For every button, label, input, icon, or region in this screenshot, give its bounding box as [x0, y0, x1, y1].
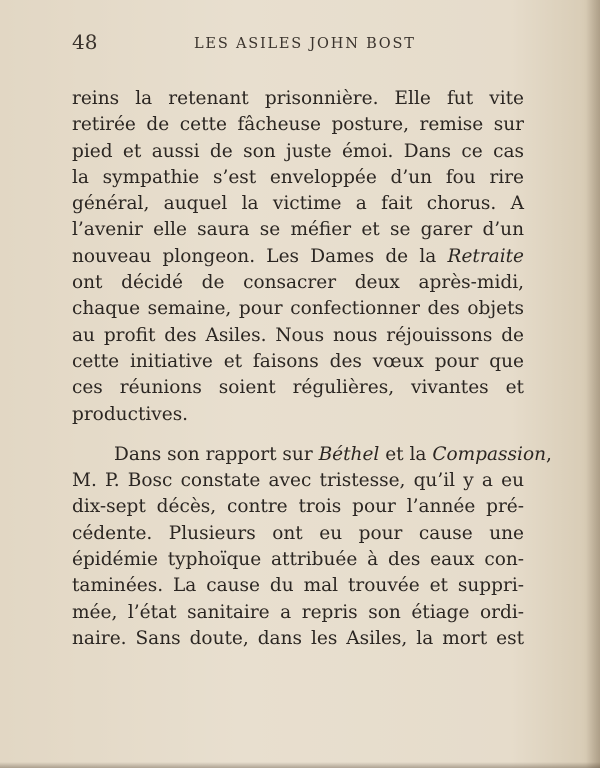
text-line: retirée de cette fâcheuse posture, remise sur [72, 114, 524, 136]
running-head: LES ASILES JOHN BOST [194, 36, 416, 52]
text-line: dix-sept décès, contre trois pour l’année pré- [72, 496, 524, 518]
italic-title: Béthel [318, 443, 380, 465]
text-line: Dans son rapport sur Béthel et la Compassion, [114, 443, 552, 465]
text-line: nouveau plongeon. Les Dames de la Retraite [72, 245, 524, 267]
text-line: ces réunions soient régulières, vivantes et [72, 377, 524, 399]
text-line: productives. [72, 403, 189, 425]
body-text [72, 86, 552, 652]
text-line: au profit des Asiles. Nous nous réjouissons de [72, 324, 524, 346]
text-line: général, auquel la victime a fait chorus. A [72, 193, 524, 215]
paragraph-gap [72, 428, 524, 442]
paragraph-1 [72, 86, 524, 428]
bottom-edge-shadow [0, 762, 600, 768]
page-number: 48 [72, 30, 98, 54]
italic-title: Compassion [432, 443, 546, 465]
page-edge-shadow [586, 0, 600, 768]
text-line: chaque semaine, pour confectionner des objets [72, 298, 524, 320]
text-line: mée, l’état sanitaire a repris son étiage ordi- [72, 601, 524, 623]
text-line: M. P. Bosc constate avec tristesse, qu’il y a eu [72, 470, 524, 492]
text-line: cette initiative et faisons des vœux pour que [72, 350, 524, 372]
text-line: pied et aussi de son juste émoi. Dans ce cas [72, 140, 524, 162]
text-line: naire. Sans doute, dans les Asiles, la mort est [72, 627, 524, 649]
italic-title: Retraite [447, 245, 524, 267]
page-header [72, 30, 522, 60]
text-line: l’avenir elle saura se méfier et se garer d’un [72, 219, 524, 241]
text-line: la sympathie s’est enveloppée d’un fou rire [72, 166, 524, 188]
text-line: ont décidé de consacrer deux après-midi, [72, 272, 524, 294]
text-line: cédente. Plusieurs ont eu pour cause une [72, 522, 524, 544]
text-line: taminées. La cause du mal trouvée et suppri- [72, 575, 524, 597]
text-line: épidémie typhoïque attribuée à des eaux con- [72, 549, 524, 571]
paragraph-2 [72, 442, 552, 652]
text-line: reins la retenant prisonnière. Elle fut vite [72, 88, 524, 109]
